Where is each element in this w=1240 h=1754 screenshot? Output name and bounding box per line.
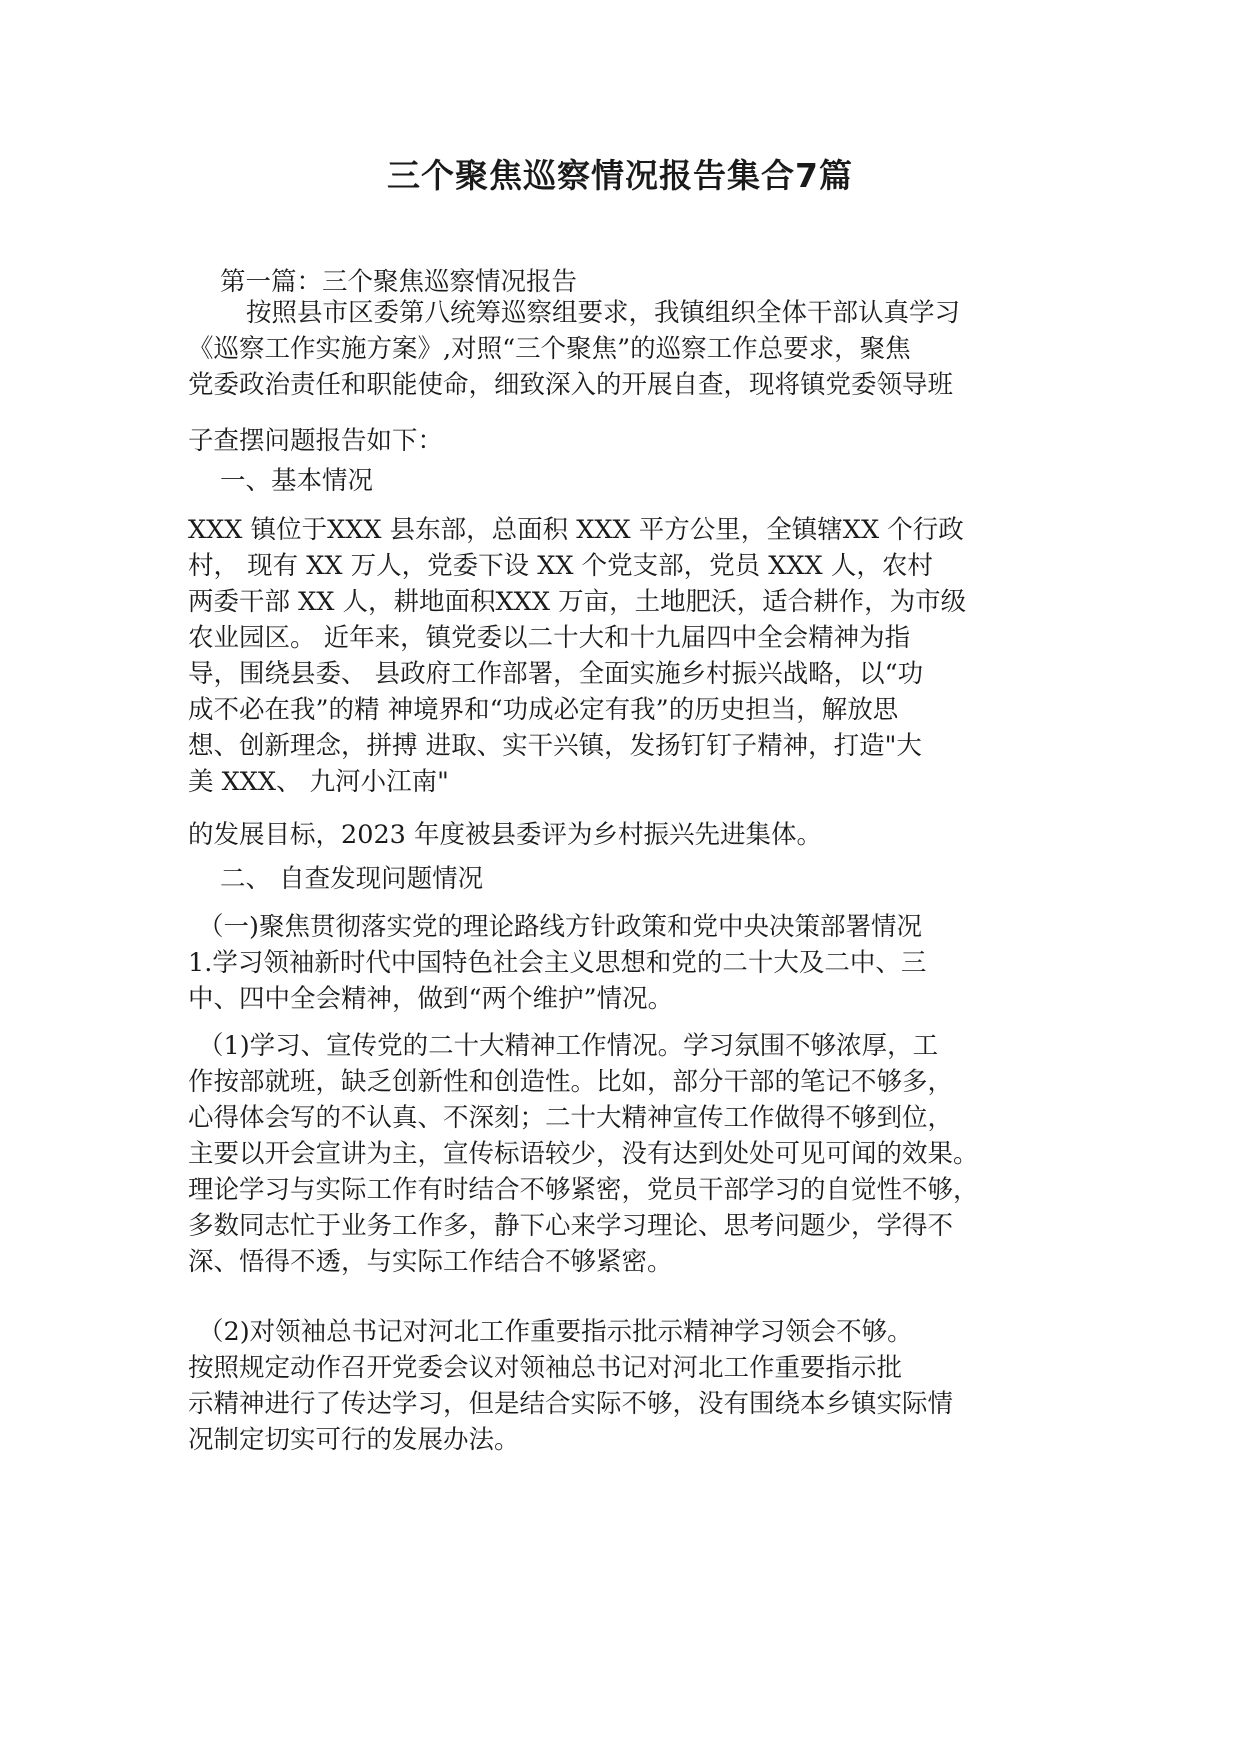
sec1-heading-block <box>188 463 1068 499</box>
intro-paragraph <box>188 295 1068 459</box>
basic-info-line: 两委干部 XX 人，耕地面积XXX 万亩，土地肥沃，适合耕作，为市级 <box>188 587 967 617</box>
point1-paragraph <box>188 1028 1068 1280</box>
part1-heading: 第一篇：三个聚焦巡察情况报告 <box>220 267 578 297</box>
document-title: 三个聚焦巡察情况报告集合7篇 <box>387 156 853 195</box>
point-line: （1)学习、宣传党的二十大精神工作情况。学习氛围不够浓厚，工 <box>198 1031 939 1061</box>
section-heading: 一、基本情况 <box>220 466 374 496</box>
section-heading: 二、 自查发现问题情况 <box>220 864 484 894</box>
point-line: 多数同志忙于业务工作多，静下心来学习理论、思考问题少，学得不 <box>188 1211 954 1241</box>
point-line: 按照规定动作召开党委会议对领袖总书记对河北工作重要指示批 <box>188 1353 903 1383</box>
point-line: 理论学习与实际工作有时结合不够紧密，党员干部学习的自觉性不够， <box>188 1175 979 1205</box>
point-line: 深、悟得不透，与实际工作结合不够紧密。 <box>188 1247 673 1277</box>
basic-info-line: XXX 镇位于XXX 县东部，总面积 XXX 平方公里，全镇辖XX 个行政 <box>188 515 964 545</box>
point-line: 作按部就班，缺乏创新性和创造性。比如，部分干部的笔记不够多， <box>188 1067 954 1097</box>
point-line: 示精神进行了传达学习，但是结合实际不够，没有围绕本乡镇实际情 <box>188 1389 954 1419</box>
point-line: （2)对领袖总书记对河北工作重要指示批示精神学习领会不够。 <box>198 1317 913 1347</box>
basic-info-line: 村， 现有 XX 万人，党委下设 XX 个党支部，党员 XXX 人，农村 <box>188 551 933 581</box>
point-line: 心得体会写的不认真、不深刻；二十大精神宣传工作做得不够到位， <box>188 1103 954 1133</box>
basic-info-line: 想、创新理念，拼搏 进取、实干兴镇，发扬钉钉子精神，打造"大 <box>188 731 922 761</box>
intro-line: 按照县市区委第八统筹巡察组要求，我镇组织全体干部认真学习 <box>246 298 961 328</box>
basic-info-line: 的发展目标，2023 年度被县委评为乡村振兴先进集体。 <box>188 820 823 850</box>
intro-line: 子查摆问题报告如下： <box>188 426 444 456</box>
basic-info-line: 成不必在我”的精 神境界和“功成必定有我”的历史担当，解放思 <box>188 695 899 725</box>
subsection-heading: （一)聚焦贯彻落实党的理论路线方针政策和党中央决策部署情况 <box>198 912 922 942</box>
sub1-block <box>188 909 1068 1017</box>
point-line: 况制定切实可行的发展办法。 <box>188 1425 520 1455</box>
intro-line: 《巡察工作实施方案》,对照“三个聚焦”的巡察工作总要求，聚焦 <box>188 334 911 364</box>
basic-info-line: 农业园区。 近年来，镇党委以二十大和十九届四中全会精神为指 <box>188 623 911 653</box>
item-line: 1.学习领袖新时代中国特色社会主义思想和党的二十大及二中、三 <box>188 948 927 978</box>
basic-info-paragraph <box>188 512 1068 853</box>
intro-line: 党委政治责任和职能使命，细致深入的开展自查，现将镇党委领导班 <box>188 370 954 400</box>
sec2-heading-block <box>188 861 1068 897</box>
point-line: 主要以开会宣讲为主，宣传标语较少，没有达到处处可见可闻的效果。 <box>188 1139 979 1169</box>
basic-info-line: 导，围绕县委、 县政府工作部署，全面实施乡村振兴战略，以“功 <box>188 659 924 689</box>
point2-paragraph <box>188 1314 1068 1458</box>
basic-info-line: 美 XXX、 九河小江南" <box>188 767 449 797</box>
item-line: 中、四中全会精神，做到“两个维护”情况。 <box>188 984 674 1014</box>
